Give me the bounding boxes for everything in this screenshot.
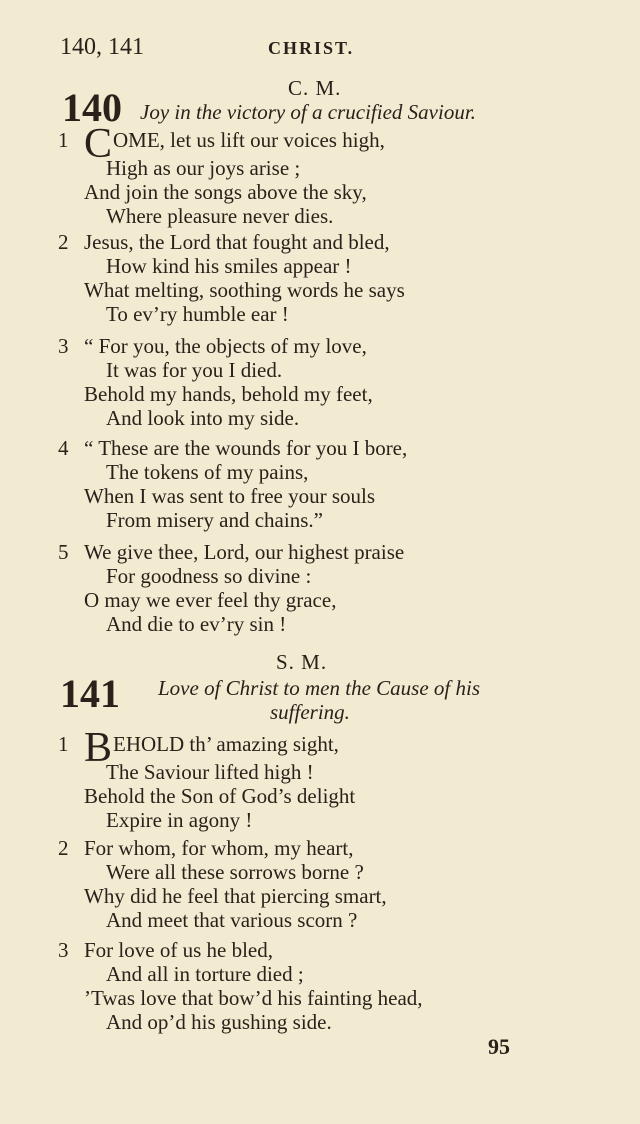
verse-number: 1: [58, 128, 69, 152]
hymn-141-title-line-2: suffering.: [270, 700, 350, 724]
verse-line: Jesus, the Lord that fought and bled,: [84, 230, 390, 254]
verse-line: For goodness so divine :: [106, 564, 312, 588]
verse-line: And die to ev’ry sin !: [106, 612, 287, 636]
hymn-140-title: Joy in the victory of a crucified Saviour.: [140, 100, 476, 124]
section-title: CHRIST.: [268, 38, 355, 58]
verse-number: 4: [58, 436, 69, 460]
verse-line: Were all these sorrows borne ?: [106, 860, 364, 884]
verse-line: BEHOLD th’ amazing sight,: [84, 725, 339, 771]
verse-line: What melting, soothing words he says: [84, 278, 405, 302]
verse-number: 1: [58, 732, 69, 756]
verse-line: For love of us he bled,: [84, 938, 273, 962]
verse-line: To ev’ry humble ear !: [106, 302, 289, 326]
verse-line: Expire in agony !: [106, 808, 253, 832]
verse-line: And meet that various scorn ?: [106, 908, 358, 932]
verse-line: And look into my side.: [106, 406, 300, 430]
verse-line: And all in torture died ;: [106, 962, 304, 986]
hymn-141-title-line-1: Love of Christ to men the Cause of his: [158, 676, 480, 700]
verse-line: O may we ever feel thy grace,: [84, 588, 337, 612]
verse-line: “ These are the wounds for you I bore,: [84, 436, 408, 460]
hymn-140-verse-5: [58, 540, 558, 636]
hymn-141-verse-1: [58, 725, 558, 832]
verse-line: We give thee, Lord, our highest praise: [84, 540, 405, 564]
drop-cap: B: [84, 725, 113, 771]
verse-number: 3: [58, 334, 69, 358]
verse-line: High as our joys arise ;: [106, 156, 301, 180]
hymn-140-verse-4: [58, 436, 558, 532]
verse-line: The Saviour lifted high !: [106, 760, 314, 784]
verse-line: For whom, for whom, my heart,: [84, 836, 354, 860]
verse-line: COME, let us lift our voices high,: [84, 121, 385, 167]
page-folio: 95: [488, 1034, 510, 1059]
hymn-140-verse-3: [58, 334, 558, 430]
verse-line: ’Twas love that bow’d his fainting head,: [84, 986, 423, 1010]
drop-cap: C: [84, 121, 113, 167]
page-numbers: 140, 141: [60, 34, 144, 60]
verse-number: 2: [58, 836, 69, 860]
hymn-141-verse-3: [58, 938, 558, 1034]
verse-number: 2: [58, 230, 69, 254]
verse-line: And op’d his gushing side.: [106, 1010, 332, 1034]
verse-line: How kind his smiles appear !: [106, 254, 352, 278]
hymn-141-verse-2: [58, 836, 558, 932]
verse-line: Where pleasure never dies.: [106, 204, 334, 228]
hymn-140-verse-1: [58, 121, 558, 228]
hymn-141-number: 141: [60, 671, 120, 716]
running-head: [60, 34, 560, 64]
hymn-140-meter: C. M.: [288, 76, 342, 100]
verse-line: It was for you I died.: [106, 358, 283, 382]
verse-line: Why did he feel that piercing smart,: [84, 884, 387, 908]
verse-line: And join the songs above the sky,: [84, 180, 367, 204]
hymn-141-meter: S. M.: [276, 650, 328, 674]
verse-line: When I was sent to free your souls: [84, 484, 376, 508]
hymn-140-verse-2: [58, 230, 558, 326]
verse-line: Behold my hands, behold my feet,: [84, 382, 373, 406]
hymn-140-number: 140: [62, 85, 122, 130]
verse-line: Behold the Son of God’s delight: [84, 784, 356, 808]
verse-number: 3: [58, 938, 69, 962]
verse-number: 5: [58, 540, 69, 564]
verse-line: From misery and chains.”: [106, 508, 323, 532]
verse-line: “ For you, the objects of my love,: [84, 334, 367, 358]
verse-line: The tokens of my pains,: [106, 460, 309, 484]
